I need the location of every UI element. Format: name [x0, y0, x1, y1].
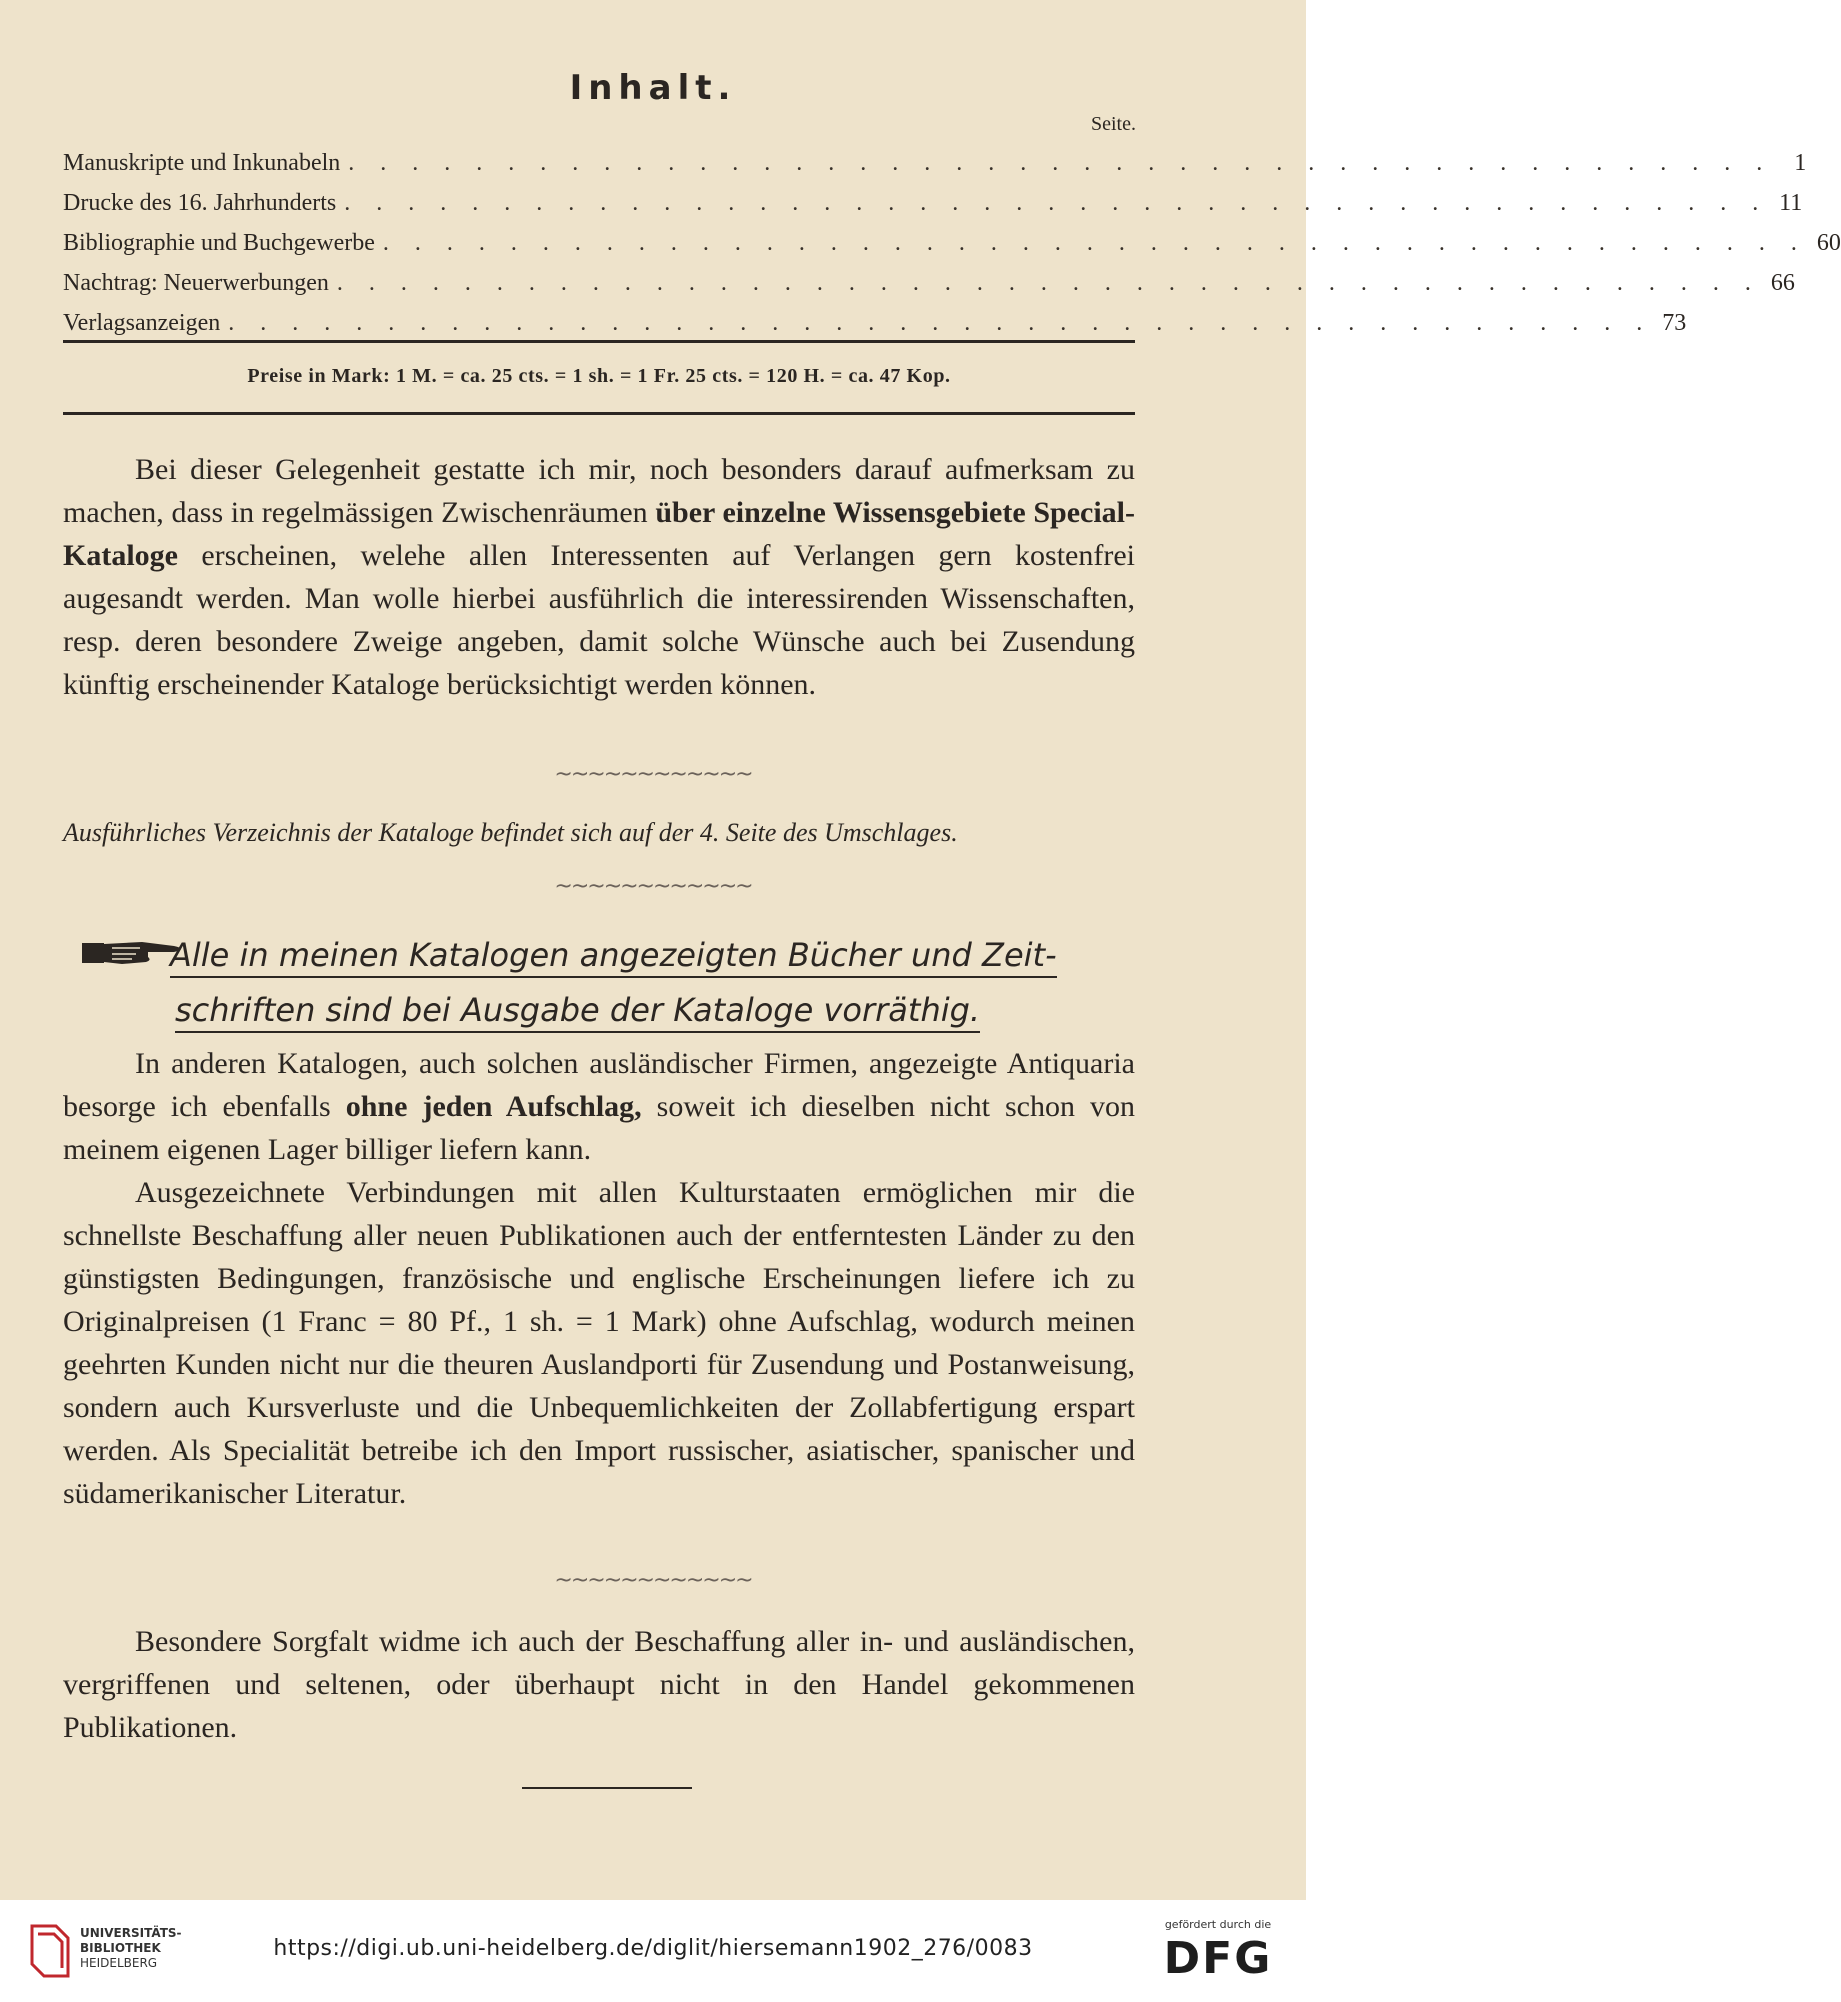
emphasis-text: ohne jeden Aufschlag,: [345, 1090, 642, 1123]
library-name-line: HEIDELBERG: [80, 1956, 158, 1970]
toc-leader-dots: . . . . . . . . . . . . . . . . . . . . . . . . . . . . . . . . . . . . . . . . . . . . .: [382, 230, 1807, 256]
paragraph-text: Besondere Sorgfalt widme ich auch der Beschaffung aller in- und ausländischen, vergriffenen und seltenen, oder überhaupt nicht in den Handel gekommenen Publikationen.: [63, 1625, 1135, 1744]
script-text: schriften sind bei Ausgabe der Kataloge vorräthig.: [175, 991, 980, 1033]
emphasis-text: über einzelne Wissensgebiete Special-Kataloge: [63, 496, 1135, 572]
toc-row: [63, 143, 1807, 183]
price-conversion-line: Preise in Mark: 1 M. = ca. 25 cts. = 1 sh. = 1 Fr. 25 cts. = 120 H. = ca. 47 Kop.: [247, 365, 951, 387]
dfg-logo[interactable]: DFG: [1163, 1933, 1273, 1984]
toc-page-number: 73: [1662, 310, 1687, 336]
toc-leader-dots: . . . . . . . . . . . . . . . . . . . . . . . . . . . . . . . . . . . . . . . . . . . . .: [344, 190, 1769, 216]
seite-label: Seite.: [1091, 113, 1136, 135]
funding-note: gefördert durch die: [1164, 1918, 1272, 1931]
table-of-contents: [63, 143, 1841, 343]
divider-rule: [63, 412, 1135, 415]
text-run: Bei dieser Gelegenheit gestatte ich mir, noch besonders darauf aufmerksam zu machen, dass in regelmässigen Zwischenräumen: [63, 453, 1135, 529]
toc-row: [63, 223, 1841, 263]
paragraph-connections: Ausgezeichnete Verbindungen mit allen Kulturstaaten ermöglichen mir die schnellste Beschaffung aller neuen Publikationen auch der entferntesten Länder zu den günstigsten Bedingungen, französische und englische Erscheinungen liefere ich zu Originalpreisen (1 Franc = 80 Pf., 1 sh. = 1 Mark) ohne Aufschlag, wodurch meinen geehrten Kunden nicht nur die theuren Auslandporti für Zusendung und Postanweisung, sondern auch Kursverluste und die Unbequemlichkeiten der Zollabfertigung erspart werden. Als Specialität betreibe ich den Import russischer, asiatischer, spanischer und südamerikanischer Literatur.: [63, 1176, 1135, 1510]
toc-leader-dots: . . . . . . . . . . . . . . . . . . . . . . . . . . . . . . . . . . . . . . . . . . . . .: [348, 150, 1773, 176]
script-text: Alle in meinen Katalogen angezeigten Bücher und Zeit-: [170, 936, 1057, 978]
library-name-line: UNIVERSITÄTS-: [80, 1926, 182, 1940]
toc-row: [63, 263, 1795, 303]
catalogue-index-note: Ausführliches Verzeichnis der Kataloge befindet sich auf der 4. Seite des Umschlages.: [63, 818, 958, 847]
ornament-divider: ~~~~~~~~~~~~: [554, 1568, 752, 1593]
text-run: erscheinen, welehe allen Interessenten auf Verlangen gern kostenfrei augesandt werden. Man wolle hierbei ausführlich die interessirenden Wissenschaften, resp. deren besondere Zweige angeben, damit solche Wünsche auch bei Zusendung künftig erscheinender Kataloge berücksichtigt werden können.: [63, 539, 1135, 701]
viewer-footer: [0, 1900, 1306, 2002]
text-run: soweit ich dieselben nicht schon von meinem eigenen Lager billiger liefern kann.: [63, 1090, 1136, 1166]
toc-page-number: 11: [1779, 190, 1803, 216]
paragraph-out-of-print: [63, 1620, 1135, 1749]
stock-notice-line1: [170, 930, 1140, 980]
toc-page-number: 66: [1770, 270, 1795, 296]
toc-row: [63, 303, 1687, 343]
toc-label: Bibliographie und Buchgewerbe: [63, 230, 375, 256]
toc-label: Drucke des 16. Jahrhunderts: [63, 190, 337, 216]
stock-notice-line2: [170, 985, 1145, 1035]
paragraph-special-catalogues: [63, 448, 1135, 706]
closing-rule: [522, 1787, 692, 1789]
toc-page-number: 60: [1816, 230, 1841, 256]
toc-row: [63, 183, 1803, 223]
toc-leader-dots: . . . . . . . . . . . . . . . . . . . . . . . . . . . . . . . . . . . . . . . . . . . . .: [228, 310, 1653, 336]
ornament-divider: ~~~~~~~~~~~~: [554, 874, 752, 899]
library-name-line: BIBLIOTHEK: [80, 1941, 161, 1955]
toc-label: Nachtrag: Neuerwerbungen: [63, 270, 329, 296]
toc-label: Manuskripte und Inkunabeln: [63, 150, 341, 176]
toc-label: Verlagsanzeigen: [63, 310, 221, 336]
permalink-url[interactable]: https://digi.ub.uni-heidelberg.de/diglit/hiersemann1902_276/0083: [273, 1936, 1033, 1961]
toc-page-number: 1: [1794, 150, 1807, 176]
ornament-divider: ~~~~~~~~~~~~: [554, 762, 752, 787]
text-run: In anderen Katalogen, auch solchen ausländischer Firmen, angezeigte Antiquaria besorge ich ebenfalls: [63, 1047, 1135, 1123]
toc-leader-dots: . . . . . . . . . . . . . . . . . . . . . . . . . . . . . . . . . . . . . . . . . . . . .: [336, 270, 1761, 296]
page-title: Inhalt.: [569, 68, 737, 108]
paragraph-foreign-catalogues: [63, 1042, 1135, 1515]
divider-rule: [63, 340, 1135, 343]
